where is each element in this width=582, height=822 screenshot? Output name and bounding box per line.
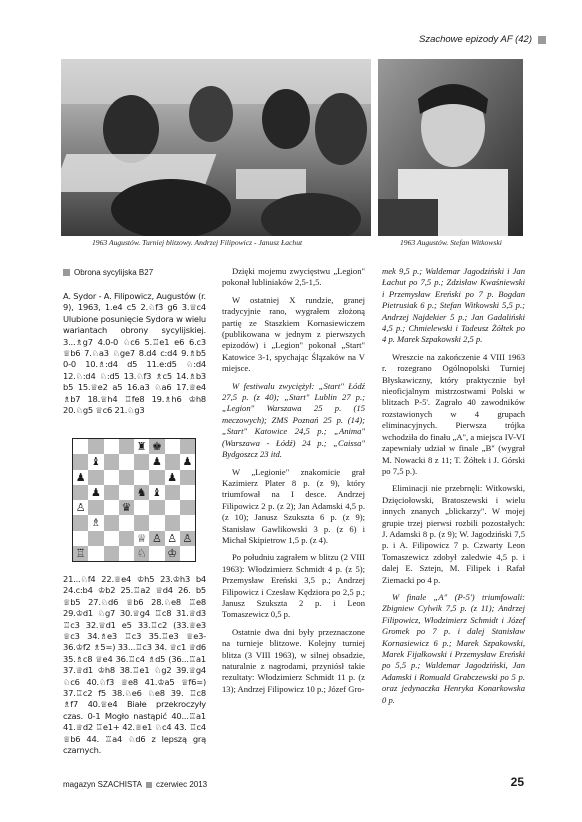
board-square — [134, 454, 149, 469]
board-square — [165, 439, 180, 454]
issue-date: czerwiec 2013 — [155, 780, 208, 789]
board-square — [104, 470, 119, 485]
board-square: ♕ — [134, 531, 149, 546]
board-square — [104, 454, 119, 469]
board-square — [165, 515, 180, 530]
board-square — [73, 485, 88, 500]
board-square — [134, 500, 149, 515]
board-square — [88, 546, 103, 561]
column-2 — [222, 266, 365, 701]
paragraph: W festiwalu zwyciężył: „Start" Łódź 27,5 p. (z 40); „Start" Lublin 27 p.; „Legion" Warszawa 25 p. (15 meczowych); ZMS Poznań 25 p. (14); „Start" Katowice 24,5 p.; „Anima" (Warszawa - Łódź) 24 p.; „Caissa" Bydgoszcz 23 itd. — [222, 380, 365, 460]
paragraph: W „Legionie" znakomicie grał Kazimierz Plater 8 p. (z 9), który triumfował na I desce. Andrzej Filipowicz 2 p. (z 2); Jan Adamski 4,5 p. (z 10); Janusz Szukszta 6 p. (z 9); Stanisław Gawlikowski 3 p. (z 6) i Michał Skipietrow 1,5 p. (z 4). — [222, 466, 365, 545]
game-notes: 21...♘f4 22.♕e4 ♔h5 23.♔h3 b4 24.c:b4 ♔b2 25.♖a2 ♕d4 26. b5 ♕b5 27.♘d6 ♕b6 28.♘e8 ♖e8 29.♔d1 ♘g7 30.♕g4 ♖c8 31.♕d3 ♖c3 32.♕d1 e5 33.♖c2 (33.♕e3 ♕c3 34.♗e3 ♖c3 35.♖e3 ♕e3- 36.♔f2 ♗5=) 33...♖c3 34. ♕c1 ♕d6 35.♗c8 ♕e4 36.♖c4 ♗d5 (36...♖a1 37.♕d1 ♔h8 38.♖e1 ♘g2 39.♕g4 ♘c6 40.♘f3 ♕e8 41.♔a5 ♕f6=) 37.♖c2 f5 38.♘e6 ♘e8 39. ♖c8 ♗f7 40.♕e4 Białe przekroczyły czas. 0-1 Mogło nastąpić 40...♖a1 41.♕d2 ♖e1+ 42.♕e1 ♘c4 43. ♖c4 ♕b6 44. ♖a4 ♘d6 z lepszą grą czarnych. — [63, 574, 206, 756]
board-square — [104, 439, 119, 454]
board-square — [104, 500, 119, 515]
board-square — [134, 515, 149, 530]
board-square: ♙ — [180, 531, 195, 546]
square-bullet-icon — [63, 269, 70, 276]
board-square — [88, 470, 103, 485]
square-bullet-icon — [538, 36, 546, 44]
photo-blitz-tournament — [61, 59, 371, 236]
board-square — [180, 500, 195, 515]
board-square — [149, 515, 164, 530]
board-square: ♞ — [134, 485, 149, 500]
running-header — [419, 34, 546, 45]
board-square — [165, 454, 180, 469]
right-photo-caption: 1963 Augustów. Stefan Witkowski — [400, 238, 502, 247]
board-square — [104, 531, 119, 546]
paragraph: Dzięki mojemu zwycięstwu „Legion" pokonał lubliniaków 2,5-1,5. — [222, 266, 365, 288]
board-square: ♟ — [149, 454, 164, 469]
board-square: ♟ — [73, 470, 88, 485]
photo-stefan-witkowski — [378, 59, 523, 236]
column-1-game — [63, 291, 206, 416]
board-square — [88, 500, 103, 515]
board-square — [104, 546, 119, 561]
board-square: ♗ — [88, 515, 103, 530]
board-square — [149, 546, 164, 561]
paragraph: W finale „A" (P-5') triumfowali: Zbigniew Cylwik 7,5 p. (z 11); Andrzej Filipowicz, Włodzimierz Schmidt i Józef Gromek po 7 p. i dalej Stanisław Kornasiewicz 6 p.; Marek Szpakowski, Marek Fijałkowski i Przemysław Ereński po 5,5 p.; Waldemar Jagodziński, Jan Adamski i Romuald Grabczewski po 5 p. oraz jedynaczka Henryka Konarkowska 0 p. — [382, 591, 525, 705]
page-number: 25 — [510, 775, 524, 789]
board-square — [165, 485, 180, 500]
board-square — [149, 470, 164, 485]
board-square: ♙ — [165, 531, 180, 546]
board-square — [119, 439, 134, 454]
left-photo-caption: 1963 Augustów. Turniej blitzowy. Andrzej Filipowicz - Janusz Łachut — [92, 238, 303, 247]
board-square: ♙ — [149, 531, 164, 546]
paragraph: mek 9,5 p.; Waldemar Jagodziński i Jan Łachut po 7,5 p.; Zdzisław Kwaśniewski i Przemysław Ereński po 7 p. Bogdan Pietrusiak 6 p.; Stefan Witkowski 5,5 p.; Andrzej Najdekier 5 p.; Jan Gadaliński 4,5 p.; Chmielewski i Tadeusz Żółtek po 4 p. Marek Szpakowski 2,5 p. — [382, 266, 525, 345]
square-bullet-icon — [146, 782, 152, 788]
board-square — [73, 439, 88, 454]
board-square — [180, 470, 195, 485]
board-square: ♜ — [134, 439, 149, 454]
board-square — [134, 470, 149, 485]
board-square — [149, 500, 164, 515]
board-square — [119, 454, 134, 469]
board-square: ♙ — [73, 500, 88, 515]
board-square: ♚ — [149, 439, 164, 454]
board-square — [180, 546, 195, 561]
board-square — [119, 485, 134, 500]
board-square — [165, 500, 180, 515]
paragraph: Eliminacji nie przebrnęli: Witkowski, Dzięciołowski, Bratoszewski i wielu innych znanych „blickarzy". W mojej grupie trzej pierwsi rozbili pozostałych: J. Adamski 8 p. (z 9); W. Jagodziński 7,5 p. i A. Filipowicz 7 p. Czwarty Leon Tomaszewicz zdobył zaledwie 4,5 p. i dalej E. Sztejn, M. Filipek i Rafał Ziemacki po 4 p. — [382, 483, 525, 585]
header-title: Szachowe epizody AF (42) — [418, 34, 532, 45]
board-square — [73, 515, 88, 530]
board-square: ♖ — [73, 546, 88, 561]
paragraph: Wreszcie na zakończenie 4 VIII 1963 r. rozegrano Ogólnopolski Turniej Błyskawiczny, który praktycznie był nieoficjalnym mistrzostwami Polski w blitzach P-5'. Zagrało 40 zawodników rozstawionych w 4 grupach eliminacyjnych. Pierwsza trójka wchodziła do finału „A", a miejsca IV-VI zapewniały udział w finale „B" (wygrał M. Nowacki 8 z 11; T. Żółtek i J. Górski po 7,5 p.). — [382, 351, 525, 476]
board-square — [119, 470, 134, 485]
column-1-notes — [63, 574, 206, 757]
paragraph: W ostatniej X rundzie, granej tradycyjnie rano, wygrałem złożoną partię ze Staszkiem Kornasiewiczem (publikowana w jednym z pierwszych epizodów) i „Legion" pokonał „Start" Katowice 3-1, spychając Ślązaków na V miejsce. — [222, 294, 365, 374]
board-square: ♔ — [165, 546, 180, 561]
board-square: ♝ — [149, 485, 164, 500]
board-square — [180, 439, 195, 454]
board-square: ♘ — [134, 546, 149, 561]
board-square: ♟ — [165, 470, 180, 485]
board-square — [88, 531, 103, 546]
column-3 — [382, 266, 525, 712]
board-square: ♝ — [88, 454, 103, 469]
magazine-name: magazyn SZACHISTA — [63, 780, 142, 789]
chess-diagram — [72, 438, 196, 562]
board-square — [73, 531, 88, 546]
board-square: ♛ — [119, 500, 134, 515]
board-square — [180, 485, 195, 500]
board-square — [180, 515, 195, 530]
board-square: ♟ — [180, 454, 195, 469]
opening-label — [63, 268, 153, 277]
board-square: ♟ — [88, 485, 103, 500]
board-square — [88, 439, 103, 454]
paragraph: Ostatnie dwa dni były przeznaczone na turnieje blitzowe. Kolejny turniej blitza (3 VIII 1963), w silnej obsadzie, naturalnie z nagrodami, przyniósł takie rezultaty: Włodzimierz Schmidt 11 p. (z 13); Andrzej Filipowicz 10 p.; Józef Gro- — [222, 626, 365, 694]
board-square — [104, 515, 119, 530]
opening-name: Obrona sycylijska B27 — [74, 268, 154, 277]
paragraph: Po południu zagrałem w blitzu (2 VIII 1963): Włodzimierz Schmidt 4 p. (z 5); Przemysław Ereński 3,5 p.; Andrzej Filipowicz i Czesław Kędziora po 2,5 p.; Janusz Szukszta 2 p. i Leon Tomaszewicz 0,5 p. — [222, 552, 365, 620]
board-square — [73, 454, 88, 469]
game-score: A. Sydor - A. Filipowicz, Augustów (r. 9), 1963, 1.e4 c5 2.♘f3 g6 3.♕c4 Ulubione posunięcie Sydora w wielu wariantach obrony sycylijskiej. 3...♗g7 4.0-0 ♘c6 5.♖e1 e6 6.c3 ♕b6 7.♘a3 ♘ge7 8.d4 c:d4 9.♗b5 0-0 10.♗:d4 d5 11.e:d5 ♘:d4 12.♘:d4 ♘:d5 13.♘f3 ♗c5 14.♗b3 b5 15.♕e2 a5 16.a3 ♘a6 17.♕e4 ♗b7 18.♕h4 ♖fe8 19.♗h6 ♔h8 20.♘g5 ♕c6 21.♘g3 — [63, 291, 206, 416]
board-square — [119, 531, 134, 546]
board-square — [104, 485, 119, 500]
footer — [63, 780, 207, 789]
board-square — [119, 546, 134, 561]
board-square — [119, 515, 134, 530]
